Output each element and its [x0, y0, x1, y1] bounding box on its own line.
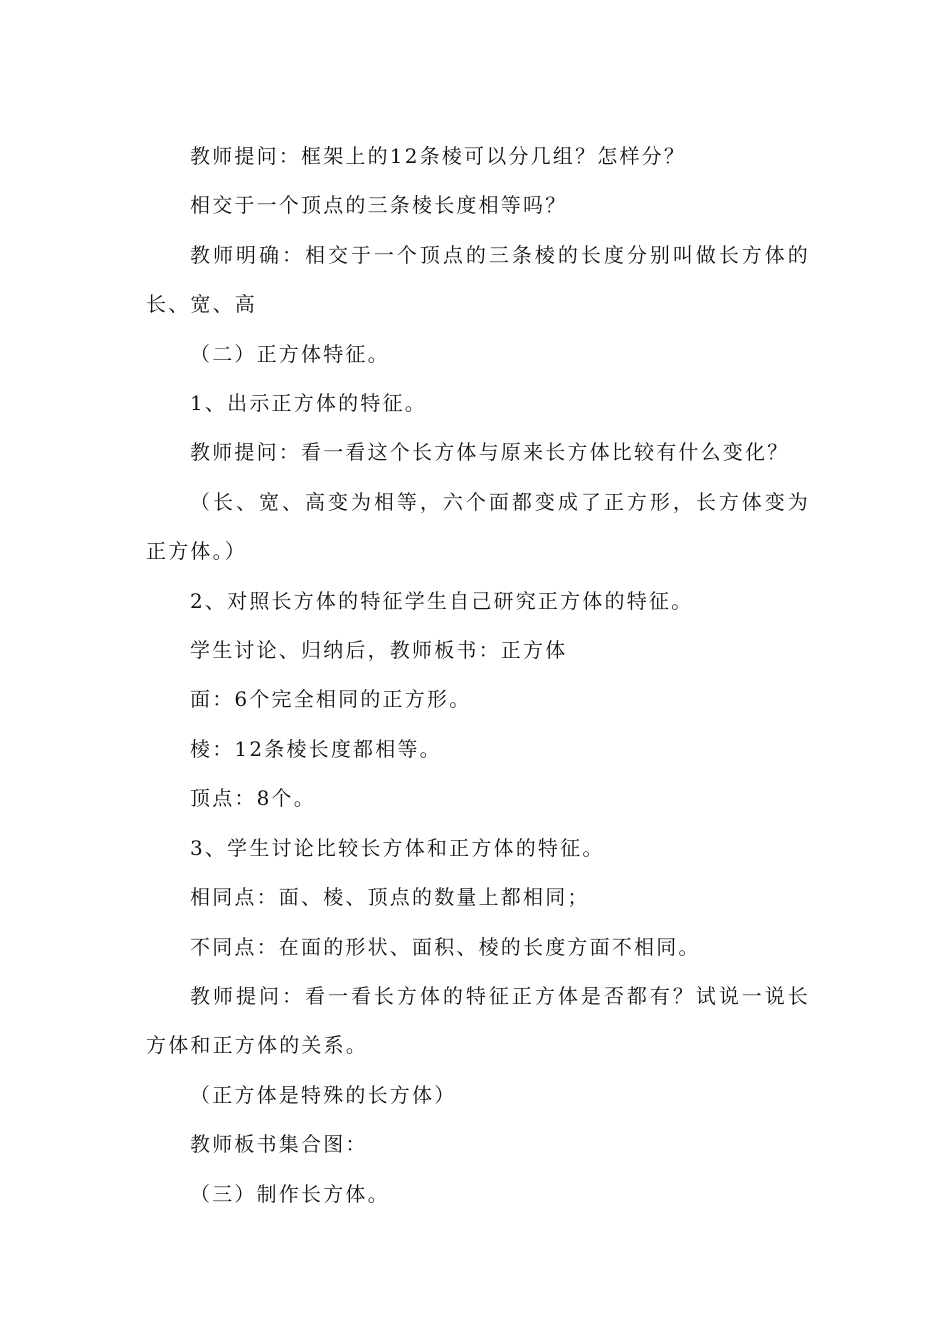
paragraph-answer-change: （长、宽、高变为相等，六个面都变成了正方形，长方体变为正方体。） [146, 489, 810, 564]
paragraph-differences: 不同点：在面的形状、面积、棱的长度方面不相同。 [190, 934, 701, 959]
paragraph-teacher-clarifies: 教师明确：相交于一个顶点的三条棱的长度分别叫做长方体的长、宽、高 [146, 242, 810, 317]
section-heading-cube-features: （二）正方体特征。 [190, 341, 390, 366]
paragraph-question-change: 教师提问：看一看这个长方体与原来长方体比较有什么变化？ [190, 440, 790, 465]
section-heading-make-cuboid: （三）制作长方体。 [190, 1181, 390, 1206]
paragraph-faces: 面：6个完全相同的正方形。 [190, 687, 472, 712]
document-body [146, 132, 810, 1219]
paragraph-question-vertex-edges: 相交于一个顶点的三条棱长度相等吗？ [190, 193, 568, 218]
paragraph-vertices: 顶点：8个。 [190, 786, 316, 811]
paragraph-board-cube: 学生讨论、归纳后，教师板书：正方体 [190, 638, 568, 663]
paragraph-similarities: 相同点：面、棱、顶点的数量上都相同； [190, 885, 590, 910]
paragraph-step-2: 2、对照长方体的特征学生自己研究正方体的特征。 [190, 588, 694, 613]
paragraph-step-1: 1、出示正方体的特征。 [190, 391, 427, 416]
paragraph-question-edges: 教师提问：框架上的12条棱可以分几组？怎样分？ [190, 144, 687, 168]
paragraph-board-set-diagram: 教师板书集合图： [190, 1132, 368, 1157]
paragraph-step-3: 3、学生讨论比较长方体和正方体的特征。 [190, 835, 605, 860]
paragraph-question-relationship: 教师提问：看一看长方体的特征正方体是否都有？试说一说长方体和正方体的关系。 [146, 983, 810, 1058]
paragraph-edges: 棱：12条棱长度都相等。 [190, 736, 442, 761]
paragraph-answer-relationship: （正方体是特殊的长方体） [190, 1082, 457, 1107]
